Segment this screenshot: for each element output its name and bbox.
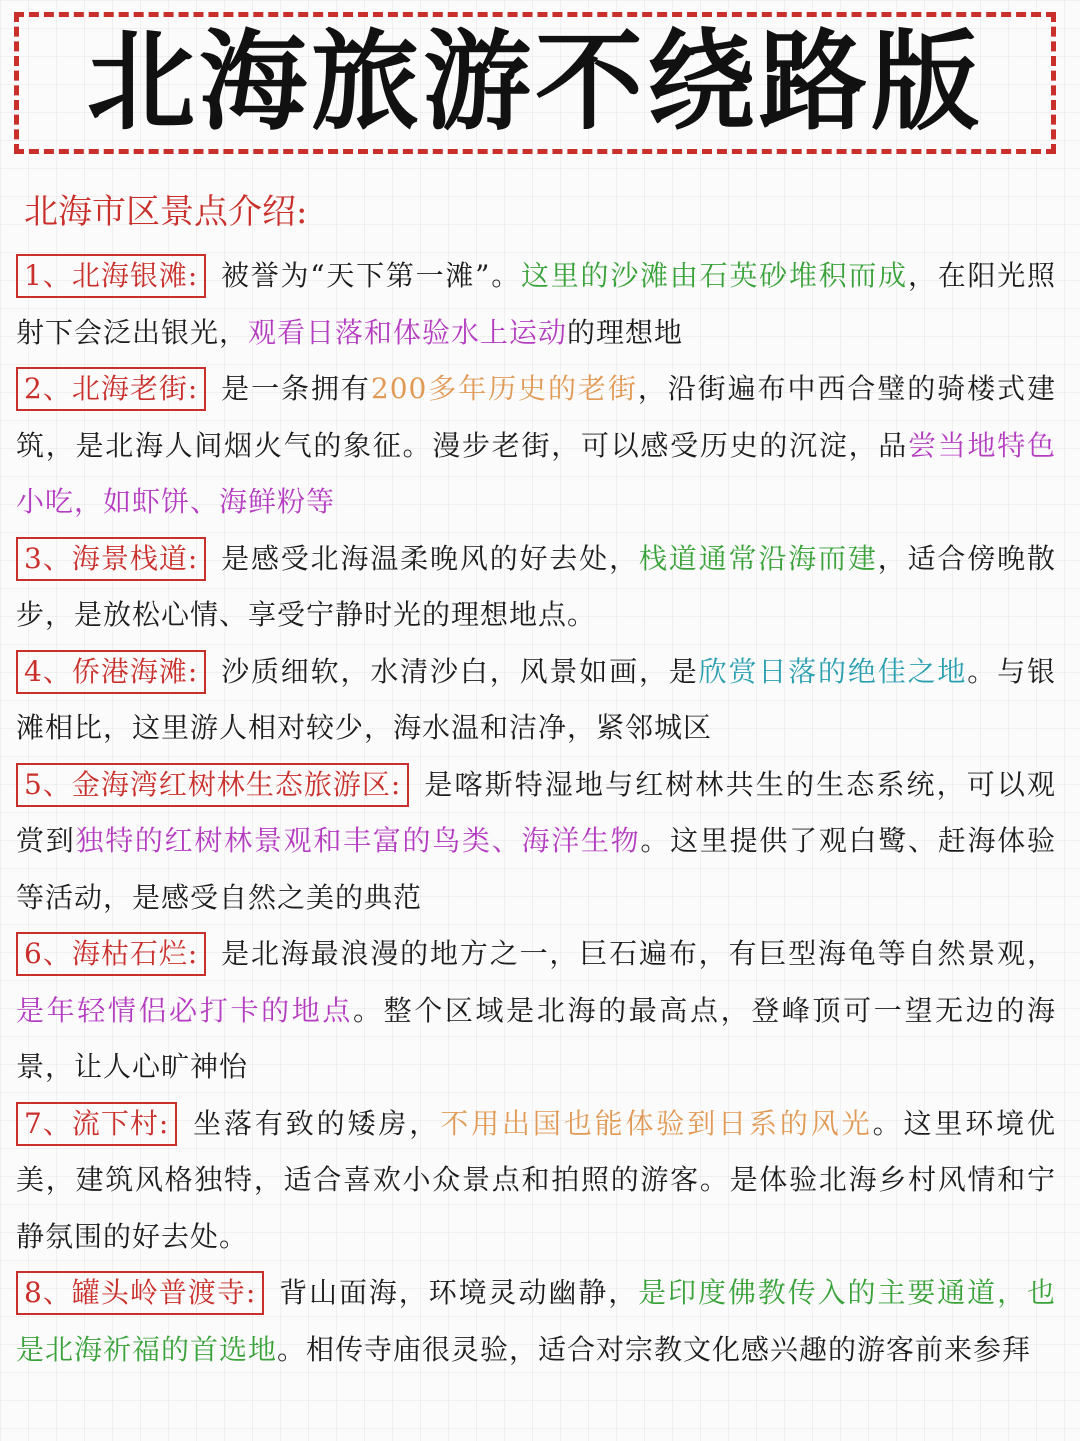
attraction-label: 5、金海湾红树林生态旅游区: — [16, 763, 409, 807]
attraction-item-6 — [16, 926, 1056, 1096]
attraction-text: 。相传寺庙很灵验，适合对宗教文化感兴趣的游客前来参拜 — [277, 1332, 1032, 1366]
attraction-text: 是喀斯特湿地与红树林共生的生态系统，可以观赏到 — [16, 767, 1056, 857]
section-heading: 北海市区景点介绍: — [24, 192, 308, 232]
attraction-label: 1、北海银滩: — [16, 254, 206, 298]
attraction-label: 6、海枯石烂: — [16, 932, 206, 976]
attraction-text: 坐落有致的矮房， — [191, 1106, 441, 1140]
attraction-text: 是一条拥有 — [220, 372, 371, 405]
attraction-label: 2、北海老街: — [16, 367, 206, 411]
attraction-text: 是感受北海温柔晚风的好去处， — [220, 541, 639, 575]
attraction-text: ，在阳光照射下会泛出银光， — [16, 259, 1056, 349]
highlight-text: 是年轻情侣必打卡的地点 — [16, 993, 353, 1027]
attraction-list — [16, 248, 1056, 1378]
attraction-label: 4、侨港海滩: — [16, 650, 206, 694]
attraction-text: 沙质细软，水清沙白，风景如画，是 — [220, 654, 699, 688]
highlight-text: 200多年历史的老街 — [370, 372, 638, 405]
attraction-text: ，沿街遍布中西合璧的骑楼式建筑，是北海人间烟火气的象征。漫步老街，可以感受历史的沉淀，品 — [16, 372, 1056, 462]
highlight-text: 不用出国也能体验到日系的风光 — [440, 1106, 873, 1140]
highlight-text: 观看日落和体验水上运动 — [248, 315, 568, 349]
attraction-text: 的理想地 — [567, 315, 684, 349]
attraction-text: 。整个区域是北海的最高点，登峰顶可一望无边的海景，让人心旷神怡 — [16, 993, 1056, 1083]
attraction-item-2 — [16, 361, 1056, 531]
attraction-item-5 — [16, 757, 1056, 927]
attraction-item-1 — [16, 248, 1056, 361]
highlight-text: 尝当地特色小吃，如虾饼、海鲜粉等 — [16, 428, 1056, 518]
attraction-text: 。这里提供了观白鹭、赶海体验等活动，是感受自然之美的典范 — [16, 824, 1056, 914]
attraction-text: 被誉为“天下第一滩”。 — [220, 259, 522, 292]
page-title: 北海旅游不绕路版 — [86, 20, 983, 145]
attraction-item-4 — [16, 644, 1056, 757]
attraction-text: 。这里环境优美，建筑风格独特，适合喜欢小众景点和拍照的游客。是体验北海乡村风情和宁静氛围的好去处。 — [16, 1106, 1056, 1253]
attraction-label: 7、流下村: — [16, 1102, 177, 1146]
highlight-text: 是印度佛教传入的主要通道，也是北海祈福的首选地 — [16, 1276, 1056, 1366]
attraction-text: ，适合傍晚散步，是放松心情、享受宁静时光的理想地点。 — [16, 541, 1056, 631]
attraction-text: 背山面海，环境灵动幽静， — [278, 1276, 639, 1309]
attraction-label: 8、罐头岭普渡寺: — [16, 1271, 264, 1315]
highlight-text: 栈道通常沿海而建 — [638, 541, 878, 575]
highlight-text: 独特的红树林景观和丰富的鸟类、海洋生物 — [75, 824, 641, 857]
attraction-text: 。与银滩相比，这里游人相对较少，海水温和洁净，紧邻城区 — [16, 654, 1056, 744]
highlight-text: 这里的沙滩由石英砂堆积而成 — [521, 259, 908, 292]
highlight-text: 欣赏日落的绝佳之地 — [698, 654, 968, 688]
attraction-item-7 — [16, 1096, 1056, 1266]
attraction-item-8 — [16, 1265, 1056, 1378]
title-banner — [14, 12, 1056, 154]
attraction-label: 3、海景栈道: — [16, 537, 206, 581]
attraction-text: 是北海最浪漫的地方之一，巨石遍布，有巨型海龟等自然景观， — [220, 937, 1056, 970]
attraction-item-3 — [16, 531, 1056, 644]
